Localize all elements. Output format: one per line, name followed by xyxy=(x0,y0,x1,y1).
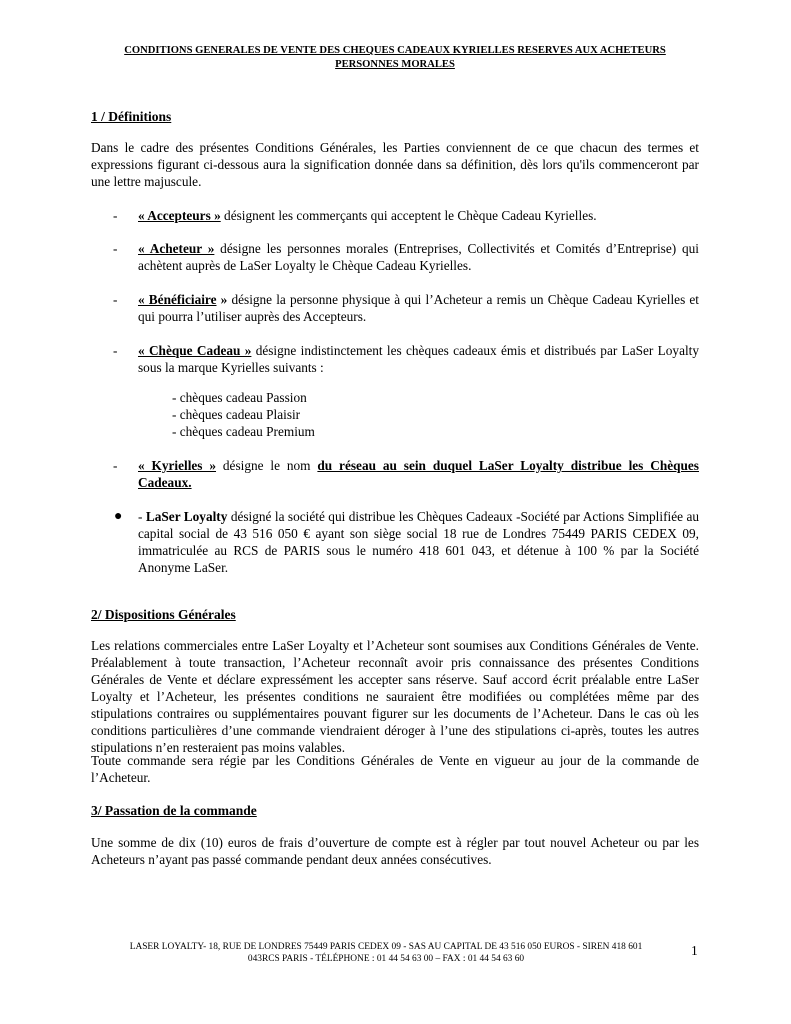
definition-text: désigné la société qui distribue les Chèques Cadeaux -Société par Actions Simplifiée au capital social de 43 516 050 € ayant son siège social 18 rue de Londres 75449 PARIS CEDEX 09, immatriculée au RCS de PARIS sous le numéro 418 601 043, et détenue à 100 % par la Société Anonyme LaSer. xyxy=(138,509,699,575)
definition-emphasis: du réseau au sein duquel LaSer Loyalty distribue les Chèques Cadeaux. xyxy=(138,458,699,490)
definition-text: désigne la personne physique à qui l’Acheteur a remis un Chèque Cadeau Kyrielles et qui pourra l’utiliser auprès des Accepteurs. xyxy=(138,292,699,324)
list-dash: - xyxy=(113,292,118,307)
definition-text: désigne indistinctement les chèques cadeaux émis et distribués par LaSer Loyalty sous la marque Kyrielles suivants : xyxy=(138,343,700,375)
list-dash: - xyxy=(113,343,118,358)
term-acheteur: « Acheteur » xyxy=(138,241,215,256)
page-footer xyxy=(88,941,684,965)
definition-text: désigne le nom xyxy=(216,458,318,473)
term-laser-loyalty: LaSer Loyalty xyxy=(145,509,228,524)
definition-acheteur xyxy=(138,240,699,274)
list-dash: - xyxy=(113,208,118,223)
section-3-heading: 3/ Passation de la commande xyxy=(91,803,257,818)
list-dash: - xyxy=(113,241,118,256)
footer-line-2: 043RCS PARIS - TÉLÉPHONE : 01 44 54 63 00 – FAX : 01 44 54 63 60 xyxy=(247,954,525,964)
section-1-heading: 1 / Définitions xyxy=(91,109,172,124)
general-provisions-text: Les relations commerciales entre LaSer Loyalty et l’Acheteur sont soumises aux Conditions Générales de Vente. Préalablement à toute transaction, l’Acheteur reconnaît avoir pris connaissance des présentes Conditions Générales de Vente et déclare expressément les accepter sans réserve. Sauf accord écrit préalable entre LaSer Loyalty et l’Acheteur, les présentes conditions ne sauraient être modifiées ou complétées même par des stipulations contraires ou supplémentaires pouvant figurer sur les documents de l’Acheteur. Dans le cas où les conditions particulières d’une commande viendraient déroger à l’une des stipulations ci-après, toutes les autres stipulations n’en resteraient pas moins valables. xyxy=(91,638,699,755)
bullet-icon: ● xyxy=(114,509,123,524)
definition-text: désignent les commerçants qui acceptent le Chèque Cadeau Kyrielles. xyxy=(220,208,597,223)
term-kyrielles: « Kyrielles » xyxy=(138,458,217,473)
footer-line-1: LASER LOYALTY- 18, RUE DE LONDRES 75449 PARIS CEDEX 09 - SAS AU CAPITAL DE 43 516 050 EUROS - SIREN 418 601 xyxy=(129,942,643,952)
definition-text: désigne les personnes morales (Entreprises, Collectivités et Comités d’Entreprise) qui achètent auprès de LaSer Loyalty le Chèque Cadeau Kyrielles. xyxy=(138,241,699,273)
term-beneficiaire: « Bénéficiaire xyxy=(138,292,217,307)
term-cheque-cadeau: « Chèque Cadeau » xyxy=(138,343,252,358)
title-line-2: PERSONNES MORALES xyxy=(335,59,455,70)
list-dash: - xyxy=(113,458,118,473)
definition-accepteurs xyxy=(138,207,699,224)
document-title xyxy=(60,44,730,72)
cheque-type-item: - chèques cadeau Plaisir xyxy=(172,407,301,422)
term-close: » xyxy=(216,292,228,307)
definition-cheque-cadeau xyxy=(138,342,699,376)
definition-kyrielles xyxy=(138,457,699,491)
order-placement-text: Une somme de dix (10) euros de frais d’ouverture de compte est à régler par tout nouvel Acheteur ou par les Acheteurs n’ayant pas passé commande pendant deux années consécutives. xyxy=(91,835,699,867)
section-2-heading: 2/ Dispositions Générales xyxy=(91,607,236,622)
title-line-1: CONDITIONS GENERALES DE VENTE DES CHEQUES CADEAUX KYRIELLES RESERVES AUX ACHETEURS xyxy=(124,45,666,56)
general-provisions-text-2: Toute commande sera régie par les Conditions Générales de Vente en vigueur au jour de la commande de l’Acheteur. xyxy=(91,753,699,785)
definition-beneficiaire xyxy=(138,291,699,325)
item-prefix: - xyxy=(138,509,146,524)
term-accepteurs: « Accepteurs » xyxy=(138,208,221,223)
cheque-type-item: - chèques cadeau Passion xyxy=(172,390,307,405)
definition-laser-loyalty xyxy=(138,508,699,576)
definitions-intro: Dans le cadre des présentes Conditions Générales, les Parties conviennent de ce que chacun des termes et expressions figurant ci-dessous aura la signification donnée dans sa définition, dès lors qu'ils commenceront par une lettre majuscule. xyxy=(91,140,699,189)
page-number: 1 xyxy=(691,943,698,958)
cheque-type-item: - chèques cadeau Premium xyxy=(172,424,315,439)
